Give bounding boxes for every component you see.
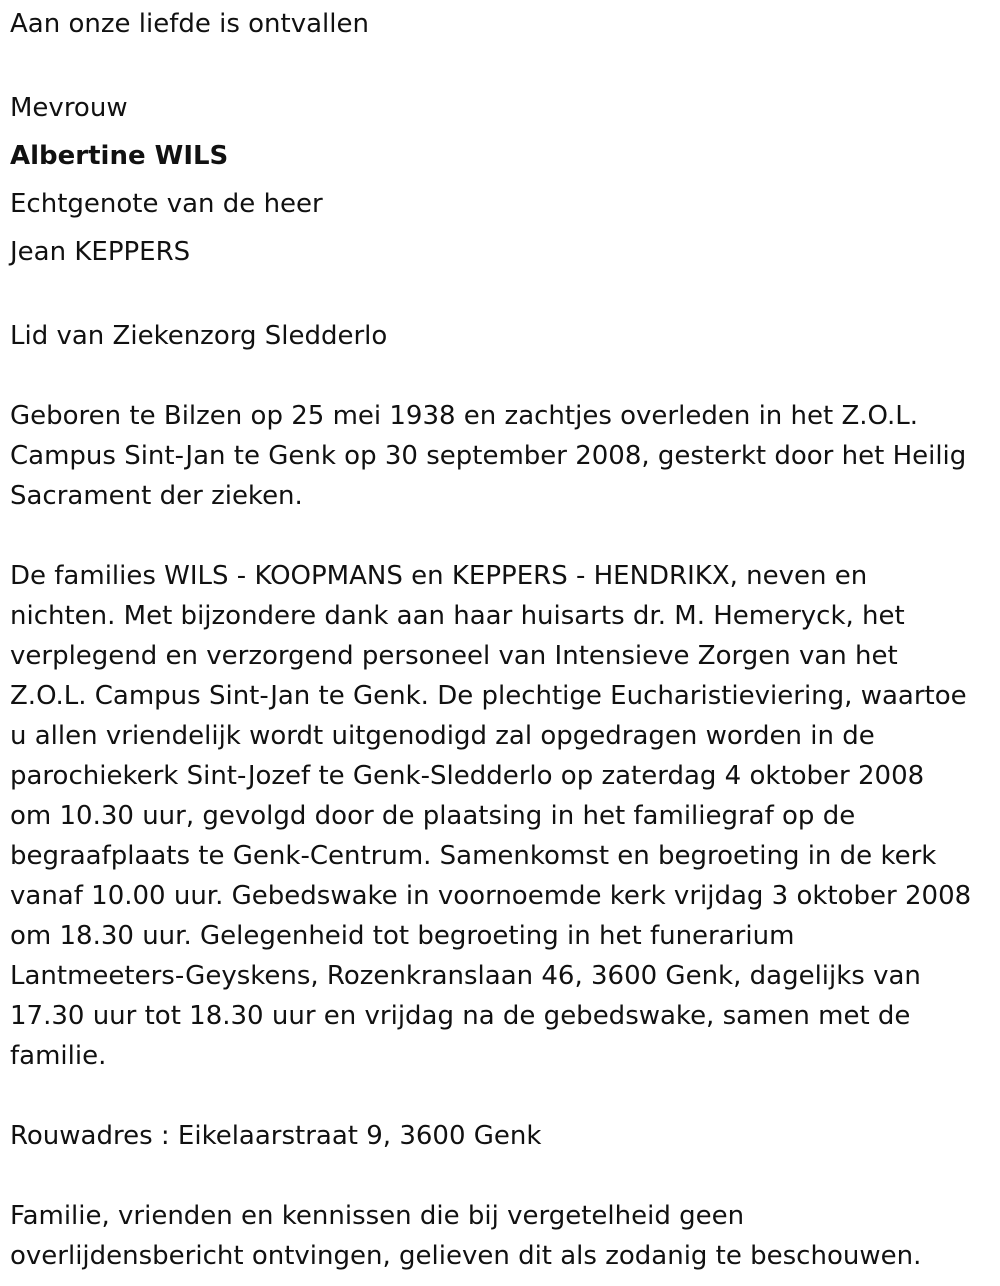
- spouse-name: Jean KEPPERS: [10, 237, 191, 267]
- paragraph-line: Familie, vrienden en kennissen die bij vergetelheid geen: [10, 1201, 745, 1231]
- paragraph-line: 17.30 uur tot 18.30 uur en vrijdag na de gebedswake, samen met de: [10, 1001, 911, 1031]
- deceased-name: Albertine WILS: [10, 141, 229, 171]
- spacer: [10, 1076, 990, 1116]
- spacer: [10, 276, 990, 316]
- paragraph-line: om 18.30 uur. Gelegenheid tot begroeting in het funerarium: [10, 921, 795, 951]
- paragraph-line: parochiekerk Sint-Jozef te Genk-Sledderlo op zaterdag 4 oktober 2008: [10, 761, 925, 791]
- intro-text: Aan onze liefde is ontvallen: [10, 9, 369, 39]
- paragraph-line: om 10.30 uur, gevolgd door de plaatsing in het familiegraf op de: [10, 801, 856, 831]
- family-paragraph: [10, 556, 990, 1076]
- paragraph-line: De families WILS - KOOPMANS en KEPPERS - HENDRIKX, neven en: [10, 561, 868, 591]
- closing-paragraph: [10, 1196, 990, 1276]
- name-block: [10, 84, 990, 276]
- membership-text: Lid van Ziekenzorg Sledderlo: [10, 321, 388, 351]
- salutation: Mevrouw: [10, 93, 128, 123]
- paragraph-line: u allen vriendelijk wordt uitgenodigd zal opgedragen worden in de: [10, 721, 875, 751]
- paragraph-line: Sacrament der zieken.: [10, 481, 303, 511]
- paragraph-line: Campus Sint-Jan te Genk op 30 september 2008, gesterkt door het Heilig: [10, 441, 967, 471]
- paragraph-line: Z.O.L. Campus Sint-Jan te Genk. De plechtige Eucharistieviering, waartoe: [10, 681, 967, 711]
- paragraph-line: overlijdensbericht ontvingen, gelieven dit als zodanig te beschouwen.: [10, 1241, 922, 1271]
- relation-text: Echtgenote van de heer: [10, 189, 323, 219]
- paragraph-line: verplegend en verzorgend personeel van Intensieve Zorgen van het: [10, 641, 898, 671]
- spacer: [10, 516, 990, 556]
- paragraph-line: nichten. Met bijzondere dank aan haar huisarts dr. M. Hemeryck, het: [10, 601, 905, 631]
- paragraph-line: vanaf 10.00 uur. Gebedswake in voornoemde kerk vrijdag 3 oktober 2008: [10, 881, 972, 911]
- paragraph-line: begraafplaats te Genk-Centrum. Samenkomst en begroeting in de kerk: [10, 841, 937, 871]
- paragraph-line: Lantmeeters-Geyskens, Rozenkranslaan 46, 3600 Genk, dagelijks van: [10, 961, 921, 991]
- mourning-address: Rouwadres : Eikelaarstraat 9, 3600 Genk: [10, 1121, 542, 1151]
- birth-death-paragraph: [10, 396, 990, 516]
- paragraph-line: Geboren te Bilzen op 25 mei 1938 en zachtjes overleden in het Z.O.L.: [10, 401, 918, 431]
- spacer: [10, 356, 990, 396]
- spacer: [10, 1156, 990, 1196]
- spacer: [10, 44, 990, 84]
- paragraph-line: familie.: [10, 1041, 107, 1071]
